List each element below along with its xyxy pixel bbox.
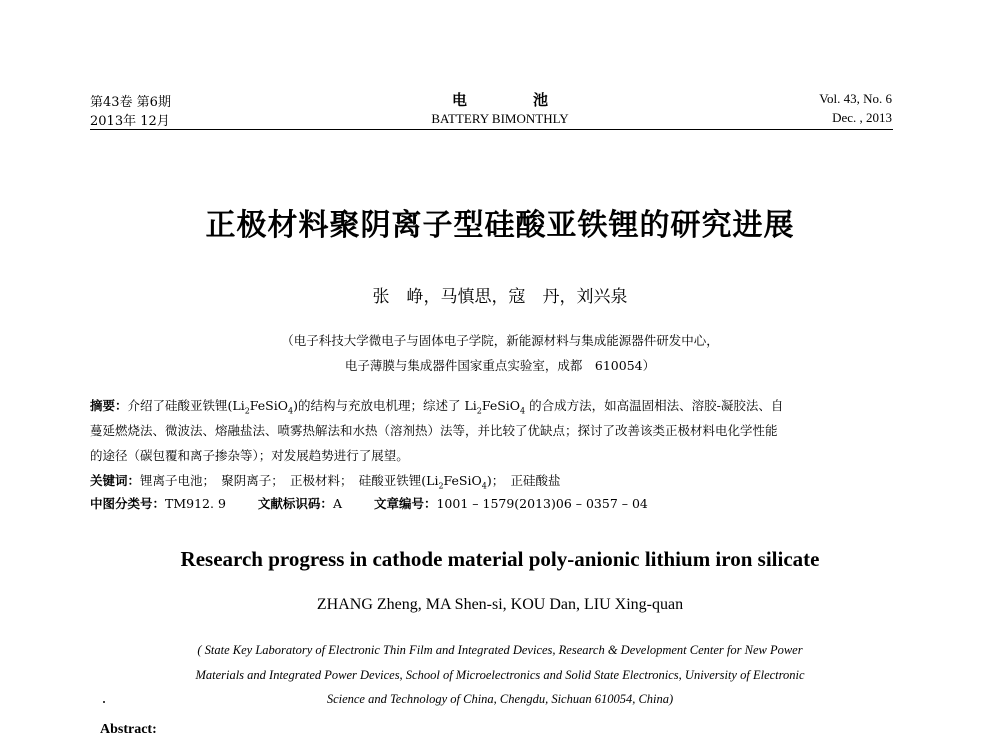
clc-label: 中图分类号： [90,496,166,511]
volume-issue-zh: 第43卷 第6期 [90,95,171,110]
paper-title-en: Research progress in cathode material poly-anionic lithium iron silicate [180,547,820,571]
date-en: Dec. , 2013 [832,110,892,125]
journal-name-en: BATTERY BIMONTHLY [431,111,569,126]
article-number-value: 1001 – 1579(2013)06 – 0357 – 04 [436,496,648,511]
abstract-zh-label: 摘要： [90,398,128,413]
keywords-zh-text: 锂离子电池； 聚阴离子； 正极材料； 硅酸亚铁锂(Li [140,473,439,488]
abstract-zh-text: FeSiO [249,398,288,413]
keywords-zh-label: 关键词： [90,473,141,488]
affiliation-en-line-1: ( State Key Laboratory of Electronic Thin Film and Integrated Devices, Research & Development Center for New Power [197,643,803,657]
date-zh: 2013年 12月 [90,114,170,129]
stray-mark [103,701,105,703]
article-number-label: 文章编号： [373,496,437,511]
keywords-zh-text: FeSiO [443,473,482,488]
volume-issue-en: Vol. 43, No. 6 [819,91,892,106]
subscript: 2 [438,481,444,491]
journal-name-zh-char-1: 电 [451,91,467,109]
abstract-zh-line-3: 的途径（碳包覆和离子掺杂等）；对发展趋势进行了展望。 [90,448,409,463]
subscript: 4 [288,406,294,416]
subscript: 4 [520,406,526,416]
subscript: 2 [244,406,250,416]
subscript: 2 [476,406,482,416]
abstract-zh-text: 的合成方法，如高温固相法、溶胶-凝胶法、自 [525,398,784,413]
journal-name-zh-char-2: 池 [533,91,549,109]
affiliation-en-line-3: Science and Technology of China, Chengdu, Sichuan 610054, China) [326,692,674,706]
doc-code-value: A [332,496,342,511]
abstract-zh-line-1 [90,396,783,416]
keywords-zh [90,471,560,491]
affiliation-zh-line-1: （电子科技大学微电子与固体电子学院，新能源材料与集成能源器件研发中心， [281,333,719,348]
abstract-zh-text: FeSiO [481,398,521,413]
affiliation-en-line-2: Materials and Integrated Power Devices, School of Microelectronics and Solid State Electronics, University of Electronic [195,668,805,682]
authors-en: ZHANG Zheng, MA Shen-si, KOU Dan, LIU Xing-quan [316,596,684,613]
keywords-zh-text: )； 正硅酸盐 [486,473,561,488]
paper-title-zh: 正极材料聚阴离子型硅酸亚铁锂的研究进展 [205,208,795,243]
doc-code-label: 文献标识码： [257,496,333,511]
classification-row [90,494,648,512]
subscript: 4 [481,481,487,491]
abstract-zh-text: )的结构与充放电机理；综述了 Li [293,398,477,413]
affiliation-zh-line-2: 电子薄膜与集成器件国家重点实验室，成都 610054） [344,358,656,373]
abstract-zh-text: 介绍了硅酸亚铁锂(Li [127,398,245,413]
header-divider [90,129,893,130]
clc-value: TM912. 9 [165,496,226,511]
authors-zh: 张 峥，马慎思，寇 丹，刘兴泉 [372,287,628,307]
abstract-en-label: Abstract: [100,722,157,737]
abstract-zh-line-2: 蔓延燃烧法、微波法、熔融盐法、喷雾热解法和水热（溶剂热）法等，并比较了优缺点；探讨了改善该类正极材料电化学性能 [90,423,778,438]
